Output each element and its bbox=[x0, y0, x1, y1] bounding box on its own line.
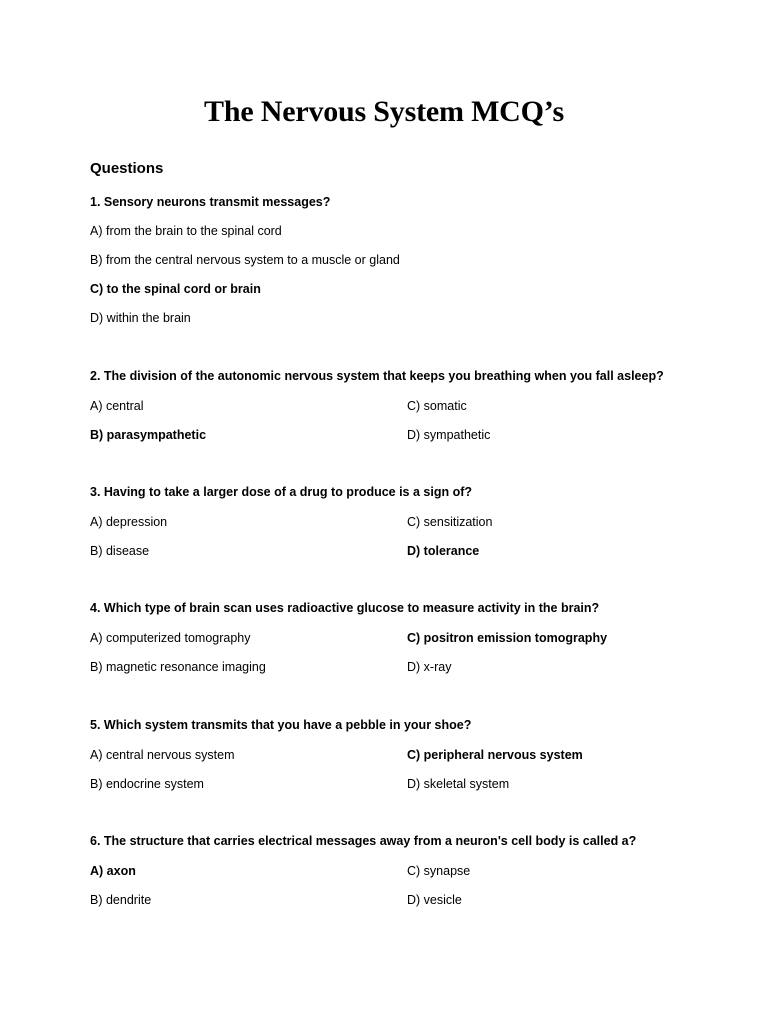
option-a bbox=[90, 398, 407, 414]
options-grid bbox=[90, 747, 730, 792]
option-letter: B) bbox=[90, 893, 103, 907]
option-letter: A) bbox=[90, 399, 103, 413]
option-b bbox=[90, 543, 407, 559]
option-c bbox=[407, 863, 727, 879]
option-a bbox=[90, 863, 407, 879]
options-grid bbox=[90, 863, 730, 908]
option-b bbox=[90, 776, 407, 792]
option-letter: A) bbox=[90, 631, 103, 645]
question-stem: 5. Which system transmits that you have a pebble in your shoe? bbox=[90, 718, 472, 732]
option-text: from the brain to the spinal cord bbox=[102, 224, 282, 238]
options-grid bbox=[90, 630, 730, 675]
question-4 bbox=[90, 600, 730, 675]
option-text: synapse bbox=[420, 864, 471, 878]
option-letter: D) bbox=[90, 311, 104, 325]
option-letter: C) bbox=[407, 864, 421, 878]
question-1 bbox=[90, 194, 730, 326]
option-letter: D) bbox=[407, 544, 421, 558]
question-stem: 1. Sensory neurons transmit messages? bbox=[90, 195, 331, 209]
option-text: sympathetic bbox=[420, 428, 491, 442]
option-d bbox=[90, 310, 730, 326]
option-a bbox=[90, 747, 407, 763]
option-letter: D) bbox=[407, 893, 421, 907]
question-stem: 2. The division of the autonomic nervous system that keeps you breathing when you fall asleep? bbox=[90, 369, 664, 383]
option-letter: C) bbox=[407, 399, 421, 413]
option-letter: C) bbox=[407, 515, 421, 529]
option-letter: C) bbox=[407, 748, 421, 762]
option-text: axon bbox=[103, 864, 136, 878]
option-text: magnetic resonance imaging bbox=[102, 660, 266, 674]
option-c bbox=[407, 514, 727, 530]
option-text: positron emission tomography bbox=[420, 631, 608, 645]
option-d bbox=[407, 776, 727, 792]
option-d bbox=[407, 543, 727, 559]
option-text: to the spinal cord or brain bbox=[103, 282, 261, 296]
option-letter: C) bbox=[90, 282, 104, 296]
question-stem: 4. Which type of brain scan uses radioactive glucose to measure activity in the brain? bbox=[90, 601, 600, 615]
option-c bbox=[407, 398, 727, 414]
option-a bbox=[90, 223, 730, 239]
option-text: vesicle bbox=[420, 893, 462, 907]
option-text: endocrine system bbox=[102, 777, 204, 791]
options-grid bbox=[90, 514, 730, 559]
question-6 bbox=[90, 833, 730, 908]
option-text: central bbox=[102, 399, 144, 413]
option-b bbox=[90, 252, 730, 268]
question-stem: 6. The structure that carries electrical messages away from a neuron's cell body is called a? bbox=[90, 834, 637, 848]
option-text: somatic bbox=[420, 399, 467, 413]
option-text: sensitization bbox=[420, 515, 493, 529]
option-b bbox=[90, 659, 407, 675]
option-letter: A) bbox=[90, 224, 103, 238]
option-a bbox=[90, 630, 407, 646]
option-b bbox=[90, 892, 407, 908]
option-letter: A) bbox=[90, 864, 104, 878]
option-text: depression bbox=[102, 515, 168, 529]
question-3 bbox=[90, 484, 730, 559]
option-text: skeletal system bbox=[420, 777, 510, 791]
option-letter: B) bbox=[90, 428, 104, 442]
option-text: peripheral nervous system bbox=[420, 748, 583, 762]
option-d bbox=[407, 659, 727, 675]
option-a bbox=[90, 514, 407, 530]
option-text: computerized tomography bbox=[102, 631, 251, 645]
option-d bbox=[407, 427, 727, 443]
option-letter: B) bbox=[90, 544, 103, 558]
option-d bbox=[407, 892, 727, 908]
option-letter: D) bbox=[407, 777, 421, 791]
option-c bbox=[90, 281, 730, 297]
options-grid bbox=[90, 398, 730, 443]
option-letter: A) bbox=[90, 748, 103, 762]
option-text: dendrite bbox=[102, 893, 152, 907]
option-letter: B) bbox=[90, 253, 103, 267]
option-text: parasympathetic bbox=[103, 428, 207, 442]
option-letter: D) bbox=[407, 428, 421, 442]
option-text: from the central nervous system to a muscle or gland bbox=[102, 253, 400, 267]
option-text: disease bbox=[102, 544, 150, 558]
option-c bbox=[407, 747, 727, 763]
option-c bbox=[407, 630, 727, 646]
option-letter: D) bbox=[407, 660, 421, 674]
option-letter: B) bbox=[90, 777, 103, 791]
option-letter: C) bbox=[407, 631, 421, 645]
question-5 bbox=[90, 717, 730, 792]
option-letter: A) bbox=[90, 515, 103, 529]
document-title: The Nervous System MCQ’s bbox=[204, 95, 564, 128]
option-b bbox=[90, 427, 407, 443]
option-text: within the brain bbox=[103, 311, 191, 325]
option-text: central nervous system bbox=[102, 748, 235, 762]
option-text: tolerance bbox=[420, 544, 480, 558]
questions-heading: Questions bbox=[90, 160, 164, 177]
question-stem: 3. Having to take a larger dose of a drug to produce is a sign of? bbox=[90, 485, 473, 499]
question-2 bbox=[90, 368, 730, 443]
option-text: x-ray bbox=[420, 660, 452, 674]
option-letter: B) bbox=[90, 660, 103, 674]
